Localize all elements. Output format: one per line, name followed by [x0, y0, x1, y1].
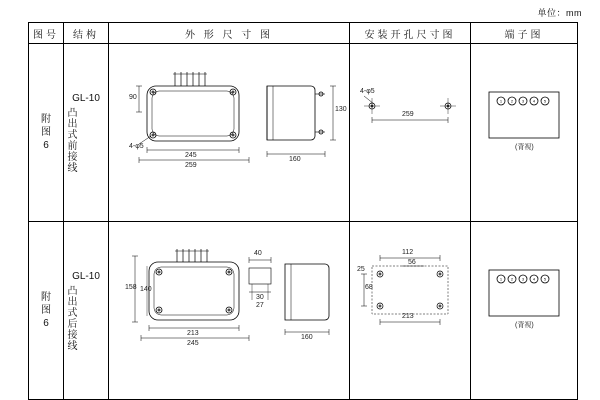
- table-row: [29, 44, 578, 222]
- svg-text:1: 1: [499, 276, 503, 282]
- mounting-dim-center-1: 259: [402, 111, 414, 118]
- header-terminal: 端子图: [471, 23, 578, 44]
- svg-text:5: 5: [543, 276, 547, 282]
- fig-no-line-1: 附: [41, 114, 51, 125]
- spec-table: [28, 22, 578, 400]
- dim-side-width-2: 160: [301, 334, 313, 341]
- table-header-row: [29, 23, 578, 44]
- mounting-dim-left-2: 25: [357, 266, 365, 273]
- cell-structure-1: [64, 44, 109, 222]
- cell-mounting-1: [350, 44, 471, 222]
- fig-no-line-1: 附: [41, 292, 51, 303]
- svg-text:1: 1: [499, 98, 503, 104]
- svg-text:2: 2: [510, 276, 514, 282]
- cell-fig-no-1: [29, 44, 64, 222]
- svg-text:4: 4: [532, 276, 536, 282]
- outline-drawing-1: [109, 44, 349, 221]
- structure-code-1: GL-10: [72, 92, 100, 104]
- mounting-drawing-1: [350, 44, 470, 221]
- svg-text:2: 2: [510, 98, 514, 104]
- hole-note-1: 4-φ5: [129, 143, 144, 150]
- dim-side-width-1: 160: [289, 156, 301, 163]
- cell-fig-no-2: [29, 222, 64, 400]
- header-structure: 结构: [64, 23, 109, 44]
- dim-width-inner-2: 213: [187, 330, 199, 337]
- dim-height-left-1: 90: [129, 94, 137, 101]
- header-mounting: 安装开孔尺寸图: [350, 23, 471, 44]
- terminal-caption-1: (背视): [515, 144, 534, 151]
- mounting-dim-top1-2: 112: [402, 249, 414, 256]
- terminal-caption-2: (背视): [515, 322, 534, 329]
- svg-text:3: 3: [521, 276, 525, 282]
- fig-no-line-3: 6: [43, 318, 49, 329]
- dim-small-2-2: 27: [256, 302, 264, 309]
- dim-small-1-2: 30: [256, 294, 264, 301]
- dim-width-outer-1: 259: [185, 162, 197, 169]
- mounting-dim-top2-2: 56: [408, 259, 416, 266]
- structure-text-1: 凸出式前接线: [65, 106, 76, 173]
- outline-drawing-2: [109, 222, 349, 399]
- header-fig-no: 图号: [29, 23, 64, 44]
- terminal-drawing-2: [471, 222, 577, 399]
- cell-outline-1: [109, 44, 350, 222]
- fig-no-line-2: 图: [41, 305, 51, 316]
- dim-top-right-2: 40: [254, 250, 262, 257]
- cell-structure-2: [64, 222, 109, 400]
- svg-text:3: 3: [521, 98, 525, 104]
- terminal-drawing-1: [471, 44, 577, 221]
- cell-terminal-1: [471, 44, 578, 222]
- dim-height-left-2: 158: [125, 284, 137, 291]
- cell-outline-2: [109, 222, 350, 400]
- dim-width-inner-1: 245: [185, 152, 197, 159]
- cell-terminal-2: [471, 222, 578, 400]
- dim-width-outer-2: 245: [187, 340, 199, 347]
- dim-side-height-1: 130: [335, 106, 347, 113]
- structure-code-2: GL-10: [72, 270, 100, 282]
- mounting-hole-note-1: 4-φ5: [360, 88, 375, 95]
- structure-text-2: 凸出式后接线: [65, 284, 76, 351]
- fig-no-line-3: 6: [43, 140, 49, 151]
- cell-mounting-2: [350, 222, 471, 400]
- svg-text:4: 4: [532, 98, 536, 104]
- dim-height-inner-2: 140: [140, 286, 152, 293]
- mounting-dim-left2-2: 68: [365, 284, 373, 291]
- svg-text:5: 5: [543, 98, 547, 104]
- unit-note: 单位：mm: [537, 8, 582, 18]
- fig-no-line-2: 图: [41, 127, 51, 138]
- header-outline: 外 形 尺 寸 图: [109, 23, 350, 44]
- mounting-drawing-2: [350, 222, 470, 399]
- mounting-dim-bottom-2: 213: [402, 313, 414, 320]
- table-row: [29, 222, 578, 400]
